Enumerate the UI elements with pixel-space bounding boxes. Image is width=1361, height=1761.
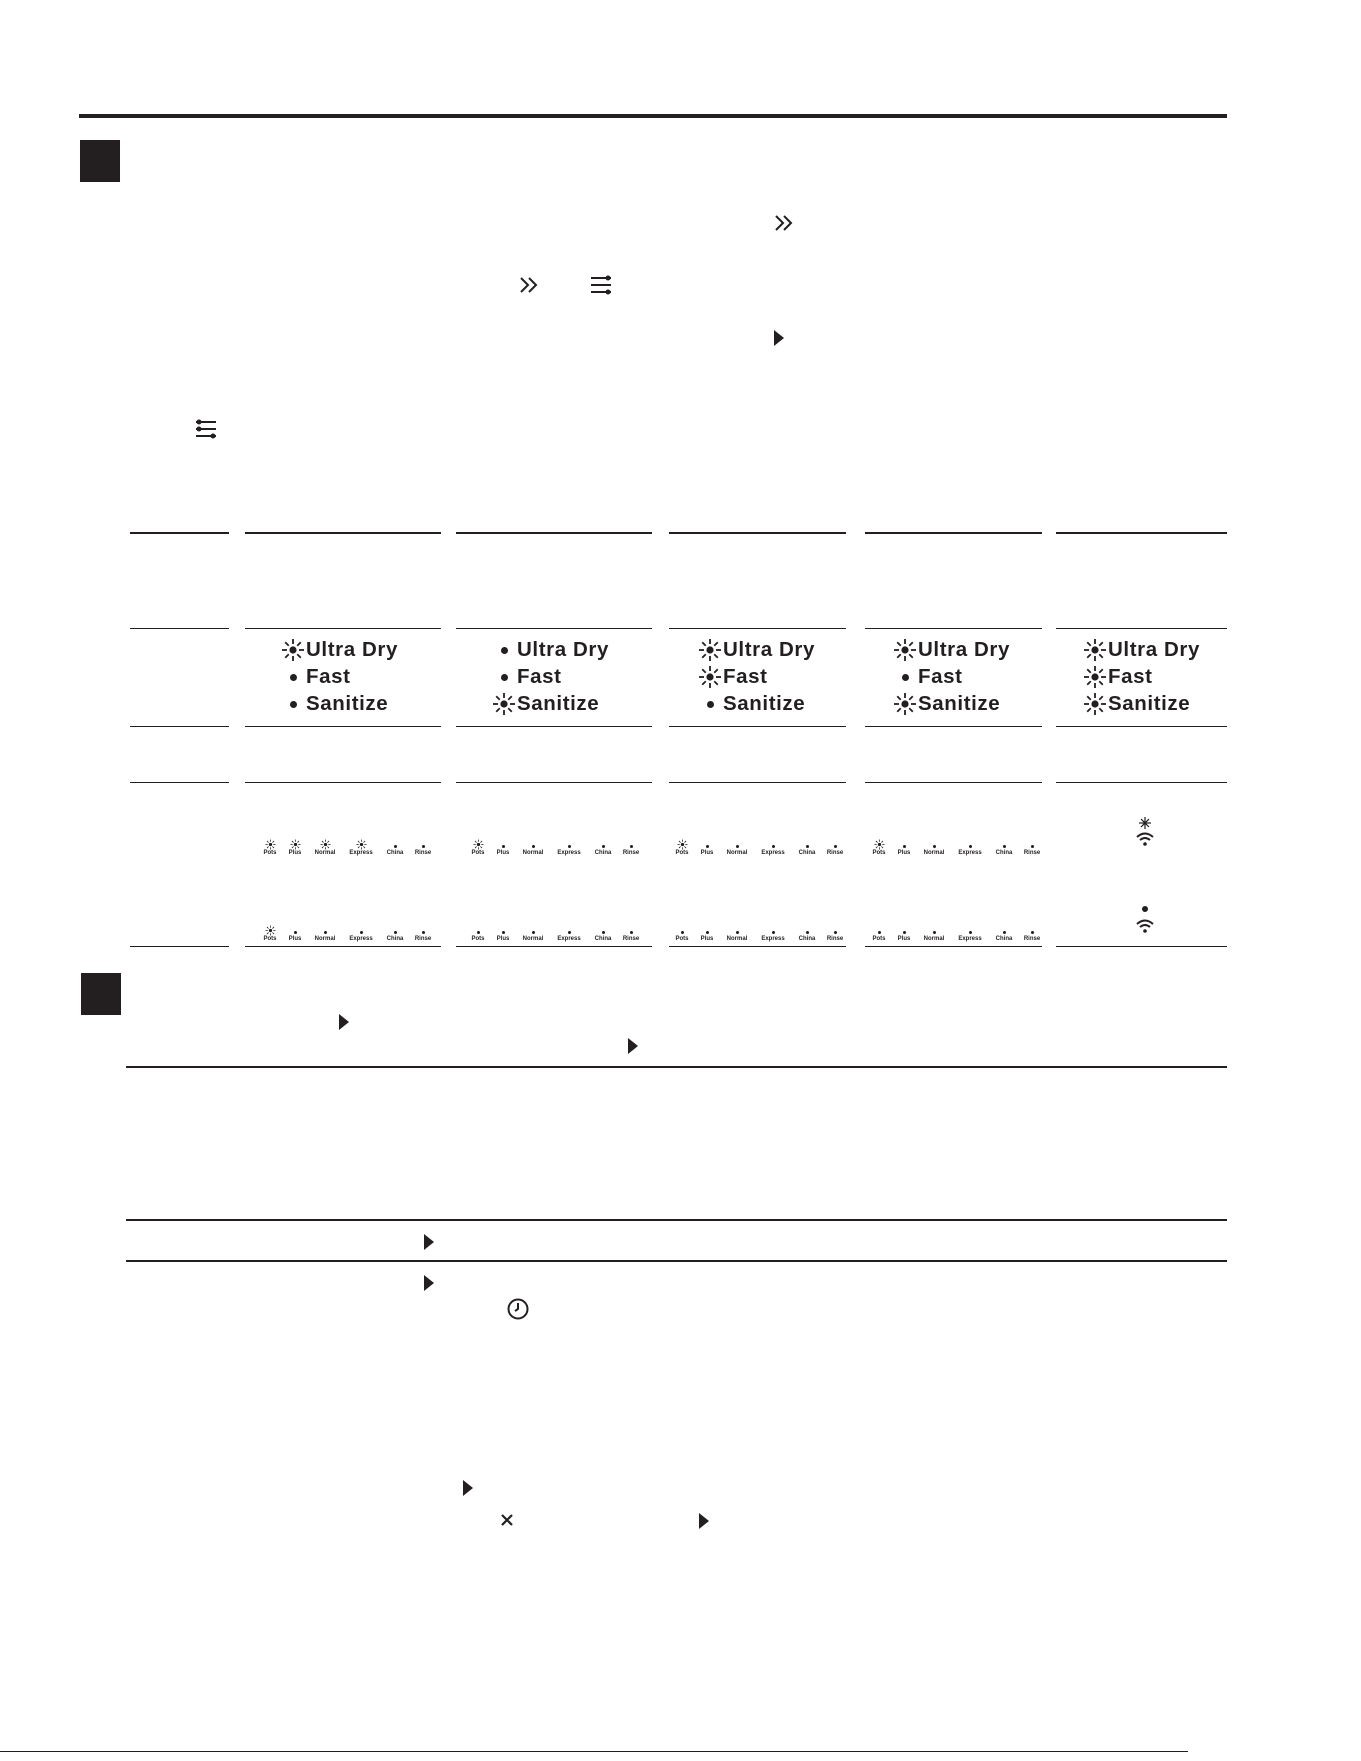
play-triangle-icon xyxy=(697,1511,711,1531)
on-indicator-icon xyxy=(706,838,709,850)
on-indicator-icon xyxy=(422,924,425,936)
on-indicator-icon xyxy=(806,838,809,850)
options-sliders-icon xyxy=(589,274,613,296)
cycle-label: Rinse xyxy=(826,850,844,856)
cycle-indicator xyxy=(989,924,1019,942)
wifi-status-on-icon xyxy=(1134,902,1156,934)
cycle-label: Normal xyxy=(522,936,544,942)
blinking-indicator-icon xyxy=(697,664,723,690)
blinking-indicator-icon xyxy=(280,637,306,663)
play-triangle-icon xyxy=(422,1232,436,1252)
play-triangle-icon xyxy=(626,1036,640,1056)
option-label: Ultra Dry xyxy=(723,638,815,661)
on-indicator-icon xyxy=(602,838,605,850)
cycle-label: Rinse xyxy=(622,936,640,942)
cycle-label: Plus xyxy=(700,936,714,942)
cycle-indicator xyxy=(722,838,752,856)
play-triangle-icon xyxy=(337,1012,351,1032)
cycle-indicator xyxy=(919,924,949,942)
table-row-rule xyxy=(456,946,652,947)
cycle-label: Plus xyxy=(897,850,911,856)
cycle-indicator xyxy=(554,838,584,856)
cycle-indicator xyxy=(792,838,822,856)
cycle-indicator xyxy=(820,838,850,856)
cycle-indicator xyxy=(989,838,1019,856)
cycle-label: Normal xyxy=(314,936,336,942)
cycle-label: Rinse xyxy=(826,936,844,942)
option-indicator xyxy=(697,691,805,717)
on-indicator-icon xyxy=(903,924,906,936)
on-indicator-icon xyxy=(630,924,633,936)
table-row-rule xyxy=(669,946,846,947)
on-indicator-icon xyxy=(736,924,739,936)
cycle-indicator xyxy=(758,838,788,856)
cycle-label: Plus xyxy=(288,936,302,942)
on-indicator-icon xyxy=(1003,924,1006,936)
cycle-label: Express xyxy=(557,850,581,856)
cycle-label: Express xyxy=(958,850,982,856)
table-header-rule xyxy=(245,532,441,534)
cycle-label: China xyxy=(995,850,1013,856)
cycle-label: Pots xyxy=(872,936,886,942)
table-rule xyxy=(126,1219,1227,1221)
cycle-label: China xyxy=(386,850,404,856)
option-label: Sanitize xyxy=(1108,692,1191,715)
table-header-rule xyxy=(456,532,652,534)
cancel-x-icon xyxy=(499,1512,515,1528)
cycle-label: Normal xyxy=(314,850,336,856)
cycle-label: Normal xyxy=(923,850,945,856)
cycle-indicator xyxy=(1017,924,1047,942)
blinking-indicator-icon xyxy=(1082,664,1108,690)
cycle-indicator xyxy=(588,838,618,856)
cycle-indicator xyxy=(488,838,518,856)
blinking-indicator-icon xyxy=(320,838,331,850)
cycle-label: Pots xyxy=(675,936,689,942)
on-indicator-icon xyxy=(834,924,837,936)
cycle-indicator xyxy=(889,924,919,942)
play-triangle-icon xyxy=(422,1273,436,1293)
cycle-label: Rinse xyxy=(1023,850,1041,856)
on-indicator-icon xyxy=(969,924,972,936)
table-row-rule xyxy=(865,782,1042,783)
on-indicator-icon xyxy=(532,924,535,936)
cycle-label: Pots xyxy=(263,850,277,856)
cycle-label: Express xyxy=(349,936,373,942)
cycle-label: Normal xyxy=(522,850,544,856)
cycle-label: Pots xyxy=(872,850,886,856)
cycle-label: Normal xyxy=(923,936,945,942)
on-indicator-icon xyxy=(394,924,397,936)
on-indicator-icon xyxy=(568,924,571,936)
option-indicator xyxy=(280,637,398,663)
table-row-rule xyxy=(865,726,1042,727)
cycle-label: Pots xyxy=(471,850,485,856)
cycle-indicator xyxy=(692,838,722,856)
option-label: Fast xyxy=(918,665,963,688)
option-label: Fast xyxy=(306,665,351,688)
table-row-rule xyxy=(456,726,652,727)
section-marker-a xyxy=(80,140,120,182)
cycle-label: Normal xyxy=(726,936,748,942)
option-indicator xyxy=(280,691,388,717)
cycle-label: Plus xyxy=(496,936,510,942)
on-indicator-icon xyxy=(736,838,739,850)
on-indicator-icon xyxy=(280,664,306,690)
blinking-indicator-icon xyxy=(874,838,885,850)
cycle-label: Normal xyxy=(726,850,748,856)
table-row-rule xyxy=(245,726,441,727)
on-indicator-icon xyxy=(772,838,775,850)
cycle-label: Rinse xyxy=(414,850,432,856)
on-indicator-icon xyxy=(969,838,972,850)
on-indicator-icon xyxy=(706,924,709,936)
cycle-label: Plus xyxy=(700,850,714,856)
cycle-label: Express xyxy=(557,936,581,942)
cycle-label: Plus xyxy=(496,850,510,856)
cycle-indicator xyxy=(408,838,438,856)
cycle-indicator xyxy=(792,924,822,942)
option-indicator xyxy=(280,664,351,690)
blinking-indicator-icon xyxy=(677,838,688,850)
on-indicator-icon xyxy=(422,838,425,850)
on-indicator-icon xyxy=(903,838,906,850)
cycle-indicator xyxy=(588,924,618,942)
on-indicator-icon xyxy=(834,838,837,850)
on-indicator-icon xyxy=(697,691,723,717)
cycle-indicator xyxy=(518,838,548,856)
wifi-status-blinking-icon xyxy=(1134,815,1156,847)
cycle-indicator xyxy=(722,924,752,942)
option-label: Ultra Dry xyxy=(918,638,1010,661)
option-label: Sanitize xyxy=(517,692,600,715)
table-header-rule xyxy=(130,532,229,534)
table-row-rule xyxy=(669,782,846,783)
table-row-rule xyxy=(1056,726,1227,727)
table-row-rule xyxy=(130,782,229,783)
cycle-label: Pots xyxy=(675,850,689,856)
table-header-rule xyxy=(1056,532,1227,534)
fast-forward-icon xyxy=(518,276,540,294)
on-indicator-icon xyxy=(681,924,684,936)
cycle-label: China xyxy=(995,936,1013,942)
blinking-indicator-icon xyxy=(1082,637,1108,663)
blinking-indicator-icon xyxy=(892,691,918,717)
table-rule xyxy=(126,1066,1227,1068)
cycle-indicator xyxy=(310,924,340,942)
on-indicator-icon xyxy=(394,838,397,850)
option-label: Ultra Dry xyxy=(517,638,609,661)
options-sliders-icon xyxy=(194,418,218,440)
cycle-indicator xyxy=(1017,838,1047,856)
option-indicator xyxy=(491,637,609,663)
on-indicator-icon xyxy=(502,838,505,850)
cycle-indicator xyxy=(280,838,310,856)
cycle-label: China xyxy=(798,936,816,942)
blinking-indicator-icon xyxy=(265,924,276,936)
cycle-indicator xyxy=(488,924,518,942)
on-indicator-icon xyxy=(294,924,297,936)
cycle-indicator xyxy=(380,924,410,942)
blinking-indicator-icon xyxy=(356,838,367,850)
table-row-rule xyxy=(245,628,441,629)
on-indicator-icon xyxy=(502,924,505,936)
cycle-label: Plus xyxy=(897,936,911,942)
table-row-rule xyxy=(130,946,229,947)
option-indicator xyxy=(892,664,963,690)
cycle-indicator xyxy=(758,924,788,942)
cycle-label: Plus xyxy=(288,850,302,856)
on-indicator-icon xyxy=(1031,924,1034,936)
option-label: Sanitize xyxy=(306,692,389,715)
table-row-rule xyxy=(669,726,846,727)
on-indicator-icon xyxy=(772,924,775,936)
cycle-indicator xyxy=(692,924,722,942)
option-indicator xyxy=(697,637,815,663)
table-row-rule xyxy=(865,946,1042,947)
table-row-rule xyxy=(865,628,1042,629)
option-indicator xyxy=(697,664,768,690)
option-label: Sanitize xyxy=(723,692,806,715)
option-indicator xyxy=(892,637,1010,663)
cycle-label: Rinse xyxy=(414,936,432,942)
on-indicator-icon xyxy=(360,924,363,936)
on-indicator-icon xyxy=(630,838,633,850)
option-label: Fast xyxy=(1108,665,1153,688)
option-indicator xyxy=(892,691,1000,717)
on-indicator-icon xyxy=(491,664,517,690)
table-row-rule xyxy=(1056,946,1227,947)
cycle-indicator xyxy=(310,838,340,856)
cycle-indicator xyxy=(408,924,438,942)
on-indicator-icon xyxy=(1003,838,1006,850)
cycle-indicator xyxy=(554,924,584,942)
cycle-label: China xyxy=(594,936,612,942)
table-row-rule xyxy=(456,628,652,629)
table-row-rule xyxy=(456,782,652,783)
on-indicator-icon xyxy=(477,924,480,936)
cycle-label: Rinse xyxy=(622,850,640,856)
header-rule xyxy=(79,114,1227,118)
clock-icon xyxy=(506,1297,530,1321)
cycle-indicator xyxy=(346,924,376,942)
on-indicator-icon xyxy=(878,924,881,936)
table-row-rule xyxy=(245,782,441,783)
option-label: Fast xyxy=(723,665,768,688)
cycle-indicator xyxy=(346,838,376,856)
table-row-rule xyxy=(1056,628,1227,629)
table-row-rule xyxy=(130,726,229,727)
footer-rule xyxy=(0,1751,1188,1752)
cycle-label: Pots xyxy=(471,936,485,942)
on-indicator-icon xyxy=(892,664,918,690)
table-row-rule xyxy=(1056,782,1227,783)
table-header-rule xyxy=(865,532,1042,534)
cycle-label: China xyxy=(386,936,404,942)
on-indicator-icon xyxy=(1031,838,1034,850)
on-indicator-icon xyxy=(491,637,517,663)
option-label: Ultra Dry xyxy=(1108,638,1200,661)
cycle-label: Express xyxy=(761,850,785,856)
option-indicator xyxy=(491,691,599,717)
on-indicator-icon xyxy=(280,691,306,717)
cycle-indicator xyxy=(380,838,410,856)
option-indicator xyxy=(1082,691,1190,717)
section-marker-b xyxy=(81,973,121,1015)
blinking-indicator-icon xyxy=(1082,691,1108,717)
cycle-indicator xyxy=(889,838,919,856)
cycle-label: Express xyxy=(958,936,982,942)
blinking-indicator-icon xyxy=(265,838,276,850)
option-indicator xyxy=(491,664,562,690)
on-indicator-icon xyxy=(933,838,936,850)
table-rule xyxy=(126,1260,1227,1262)
on-indicator-icon xyxy=(324,924,327,936)
blinking-indicator-icon xyxy=(491,691,517,717)
table-row-rule xyxy=(130,628,229,629)
cycle-label: Rinse xyxy=(1023,936,1041,942)
option-label: Ultra Dry xyxy=(306,638,398,661)
fast-forward-icon xyxy=(773,214,795,232)
cycle-indicator xyxy=(616,924,646,942)
option-label: Sanitize xyxy=(918,692,1001,715)
on-indicator-icon xyxy=(806,924,809,936)
cycle-indicator xyxy=(955,924,985,942)
cycle-indicator xyxy=(616,838,646,856)
table-row-rule xyxy=(245,946,441,947)
cycle-label: China xyxy=(798,850,816,856)
on-indicator-icon xyxy=(933,924,936,936)
cycle-label: Pots xyxy=(263,936,277,942)
on-indicator-icon xyxy=(532,838,535,850)
table-header-rule xyxy=(669,532,846,534)
cycle-indicator xyxy=(820,924,850,942)
cycle-indicator xyxy=(955,838,985,856)
blinking-indicator-icon xyxy=(473,838,484,850)
on-indicator-icon xyxy=(568,838,571,850)
option-label: Fast xyxy=(517,665,562,688)
blinking-indicator-icon xyxy=(697,637,723,663)
play-triangle-icon xyxy=(772,328,786,348)
blinking-indicator-icon xyxy=(892,637,918,663)
option-indicator xyxy=(1082,664,1153,690)
cycle-label: Express xyxy=(761,936,785,942)
on-indicator-icon xyxy=(602,924,605,936)
play-triangle-icon xyxy=(461,1478,475,1498)
table-row-rule xyxy=(669,628,846,629)
cycle-label: China xyxy=(594,850,612,856)
option-indicator xyxy=(1082,637,1200,663)
cycle-indicator xyxy=(518,924,548,942)
blinking-indicator-icon xyxy=(290,838,301,850)
cycle-label: Express xyxy=(349,850,373,856)
cycle-indicator xyxy=(280,924,310,942)
cycle-indicator xyxy=(919,838,949,856)
